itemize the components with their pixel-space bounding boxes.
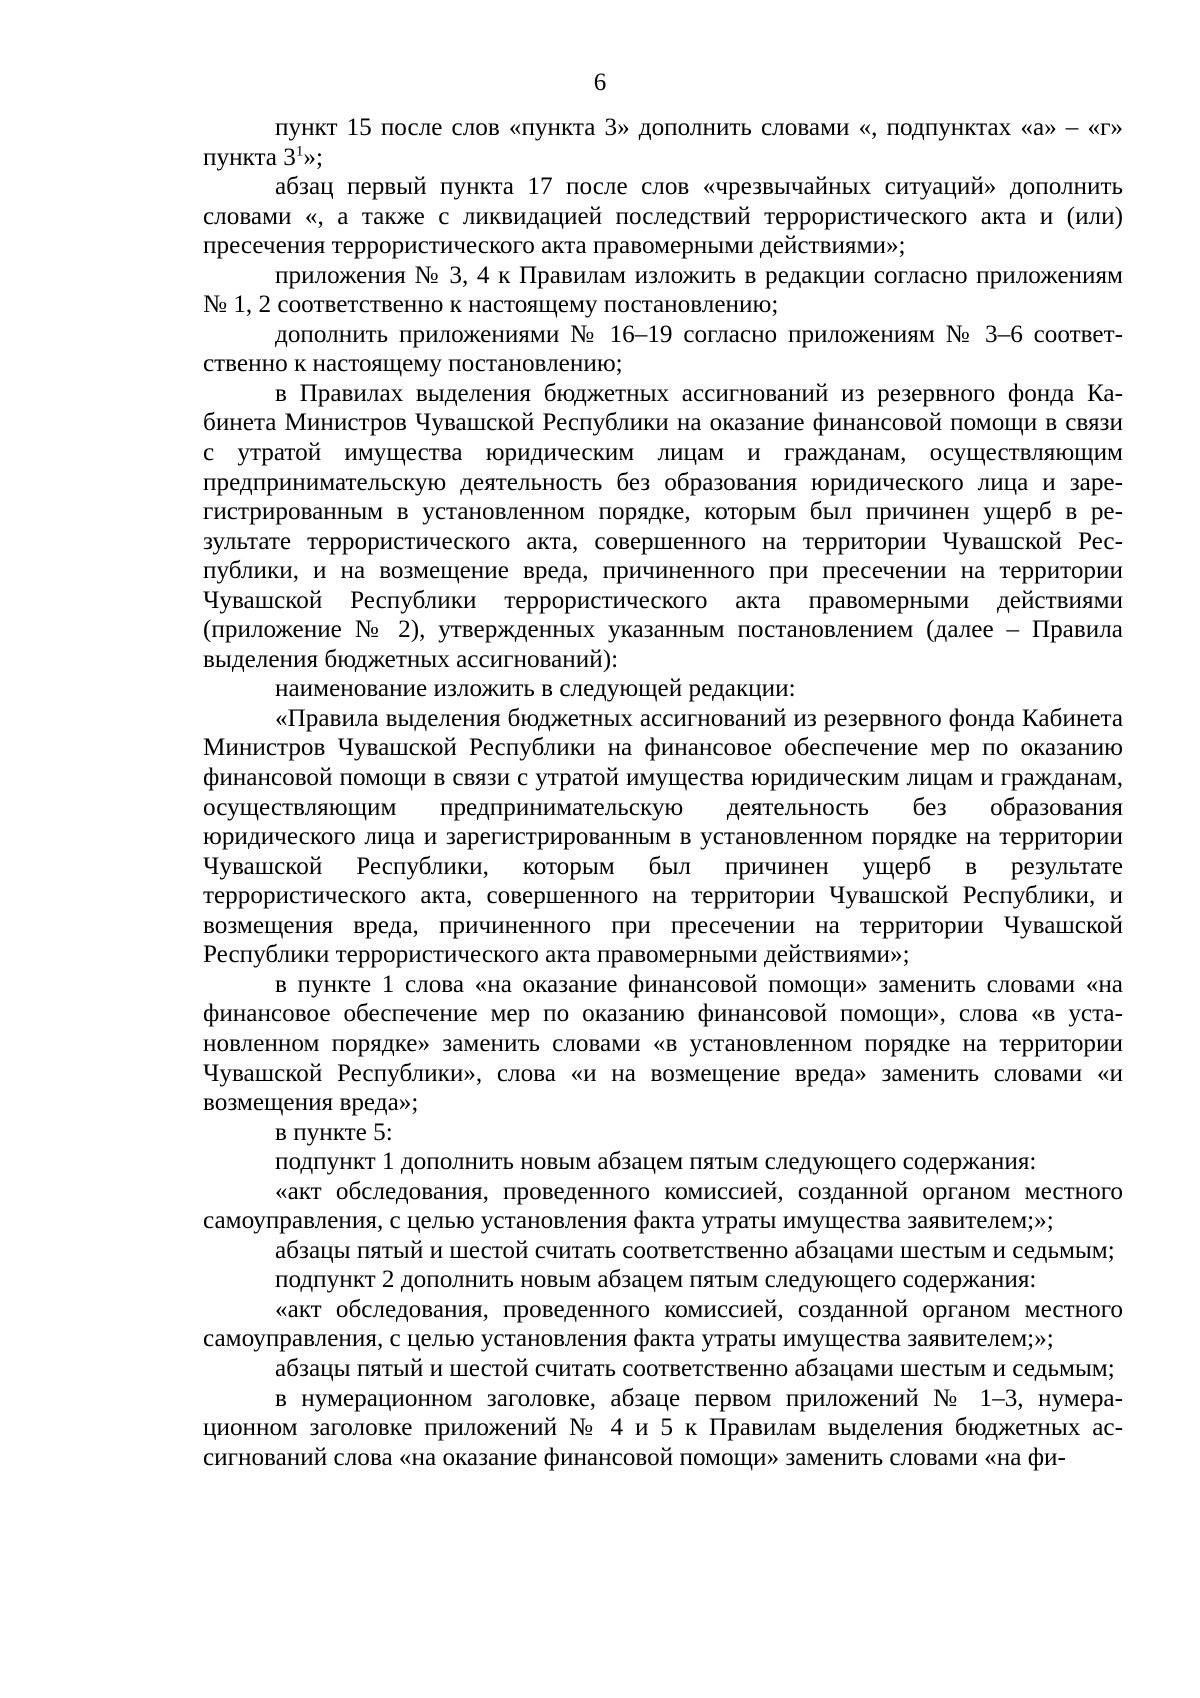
paragraph: подпункт 2 дополнить новым абзацем пятым следующего содержания:	[275, 1266, 1037, 1294]
paragraph: в пункте 1 слова «на оказание финансовой помощи» заменить словами «на финансовое обеспечение мер по оказанию финансовой помощи», слова «в установленном порядке» заменить словами «в установленном порядке на территории Чувашской Республики», слова «и на возмещение вреда» заменить словами «и возмещения вреда»;	[203, 970, 1123, 1117]
paragraph: в Правилах выделения бюджетных ассигнований из резервного фонда Кабинета Министров Чувашской Республики на оказание финансовой помощи в связи с утратой имущества юридическим лицам и гражданам, осуществляющим предпринимательскую деятельность без образования юридического лица и зарегистрированным в установленном порядке, которым был причинен ущерб в результате террористического акта, совершенного на территории Чувашской Республики, и на возмещение вреда, причиненного при пресечении на территории Чувашской Республики террористического акта правомерными действиями (приложение № 2), утвержденных указанным постановлением (далее – Правила выделения бюджетных ассигнований):	[203, 379, 1123, 673]
paragraph: подпункт 1 дополнить новым абзацем пятым следующего содержания:	[275, 1148, 1037, 1176]
paragraph: в нумерационном заголовке, абзаце первом приложений № 1–3, нумерационном заголовке приложений № 4 и 5 к Правилам выделения бюджетных ассигнований слова «на оказание финансовой помощи» заменить словами «на фи-	[203, 1384, 1123, 1471]
paragraph: «акт обследования, проведенного комиссией, созданной органом местного самоуправления, с целью установления факта утраты имущества заявителем;»;	[203, 1177, 1123, 1235]
body-text	[203, 113, 1123, 1472]
page-number: 6	[593, 69, 607, 96]
paragraph: дополнить приложениями № 16–19 согласно приложениям № 3–6 соответственно к настоящему постановлению;	[203, 320, 1123, 378]
paragraph: абзацы пятый и шестой считать соответственно абзацами шестым и седьмым;	[275, 1236, 1115, 1264]
paragraph: абзац первый пункта 17 после слов «чрезвычайных ситуаций» дополнить словами «, а также с ликвидацией последствий террористического акта и (или) пресечения террористического акта правомерными действиями»;	[203, 173, 1123, 260]
paragraph: наименование изложить в следующей редакции:	[275, 675, 796, 703]
paragraph: приложения № 3, 4 к Правилам изложить в редакции согласно приложениям № 1, 2 соответственно к настоящему постановлению;	[203, 261, 1123, 319]
paragraph: в пункте 5:	[275, 1118, 393, 1146]
paragraph-text: »;	[303, 143, 323, 171]
superscript: 1	[295, 143, 304, 160]
paragraph-text: пункт 15 после слов «пункта 3» дополнить словами «, подпунктах «а» – «г» пункта 3	[203, 114, 1123, 171]
paragraph: «Правила выделения бюджетных ассигнований из резервного фонда Кабинета Министров Чувашской Республики на финансовое обеспечение мер по оказанию финансовой помощи в связи с утратой имущества юридическим лицам и гражданам, осуществляющим предпринимательскую деятельность без образования юридического лица и зарегистрированным в установленном порядке на территории Чувашской Республики, которым был причинен ущерб в результате террористического акта, совершенного на территории Чувашской Республики, и возмещения вреда, причиненного при пресечении на территории Чувашской Республики террористического акта правомерными действиями»;	[203, 704, 1123, 969]
paragraph: абзацы пятый и шестой считать соответственно абзацами шестым и седьмым;	[275, 1354, 1115, 1382]
paragraph: «акт обследования, проведенного комиссией, созданной органом местного самоуправления, с целью установления факта утраты имущества заявителем;»;	[203, 1295, 1123, 1353]
paragraph	[203, 113, 1123, 172]
